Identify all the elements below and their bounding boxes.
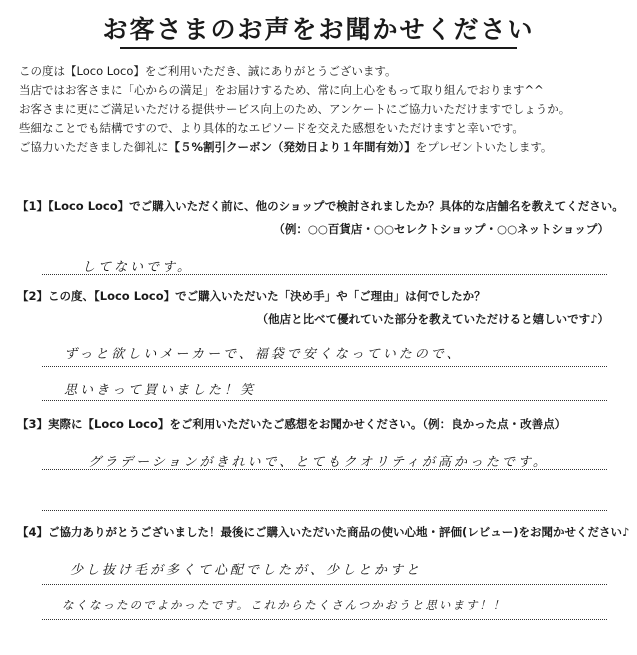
answer-rule: [42, 510, 607, 511]
answer-3-line-1: グラデーションがきれいで、とてもクオリティが高かったです。: [88, 455, 549, 470]
question-1-label: 【1】【Loco Loco】でご購入いただく前に、他のショップで検討されましたか？具体的な店舗名を教えてください。: [17, 199, 624, 213]
answer-rule: [42, 469, 607, 470]
answer-rule: [42, 274, 607, 275]
intro-line: 些細なことでも結構ですので、より具体的なエピソードを交えた感想をいただけますと幸いです。: [19, 121, 524, 135]
question-3-label: 【3】実際に【Loco Loco】をご利用いただいたご感想をお聞かせください。（例：良かった点・改善点）: [17, 417, 567, 431]
question-4-label: 【4】ご協力ありがとうございました！最後にご購入いただいた商品の使い心地・評価(レビュー)をお聞かせください♪: [17, 525, 630, 539]
answer-rule: [42, 400, 607, 401]
question-2-example: （他店と比べて優れていた部分を教えていただけると嬉しいです♪）: [256, 312, 609, 326]
answer-4-line-1: 少し抜け毛が多くて心配でしたが、少しとかすと: [70, 563, 423, 578]
intro-text: [19, 62, 570, 157]
page-title: お客さまのお声をお聞かせください: [102, 15, 535, 44]
answer-4-line-2: なくなったのでよかったです。これからたくさんつかおうと思います！！: [62, 598, 507, 612]
intro-line: お客さまに更にご満足いただける提供サービス向上のため、アンケートにご協力いただけますでしょうか。: [19, 102, 571, 116]
answer-2-line-1: ずっと欲しいメーカーで、福袋で安くなっていたので、: [64, 347, 463, 362]
coupon-prefix: ご協力いただきました御礼に: [19, 140, 169, 154]
coupon-suffix: をプレゼントいたします。: [415, 140, 553, 154]
answer-rule: [42, 584, 607, 585]
question-1-example: （例：○○百貨店・○○セレクトショップ・○○ネットショップ）: [273, 222, 609, 236]
answer-rule: [42, 366, 607, 367]
question-2-label: 【2】この度、【Loco Loco】でご購入いただいた「決め手」や「ご理由」は何でしたか？: [17, 289, 486, 303]
answer-1-line-1: してないです。: [82, 260, 193, 275]
intro-line: この度は【Loco Loco】をご利用いただき、誠にありがとうございます。: [19, 64, 397, 78]
answer-2-line-2: 思いきって買いました！笑: [64, 383, 257, 398]
intro-line: 当店ではお客さまに「心からの満足」をお届けするため、常に向上心をもって取り組んでおります^^: [19, 83, 544, 97]
coupon-line: [19, 138, 570, 157]
answer-rule: [42, 619, 607, 620]
coupon-offer: 【５%割引クーボン（発効日より１年間有効）】: [168, 140, 416, 154]
title-underline: [120, 47, 517, 49]
